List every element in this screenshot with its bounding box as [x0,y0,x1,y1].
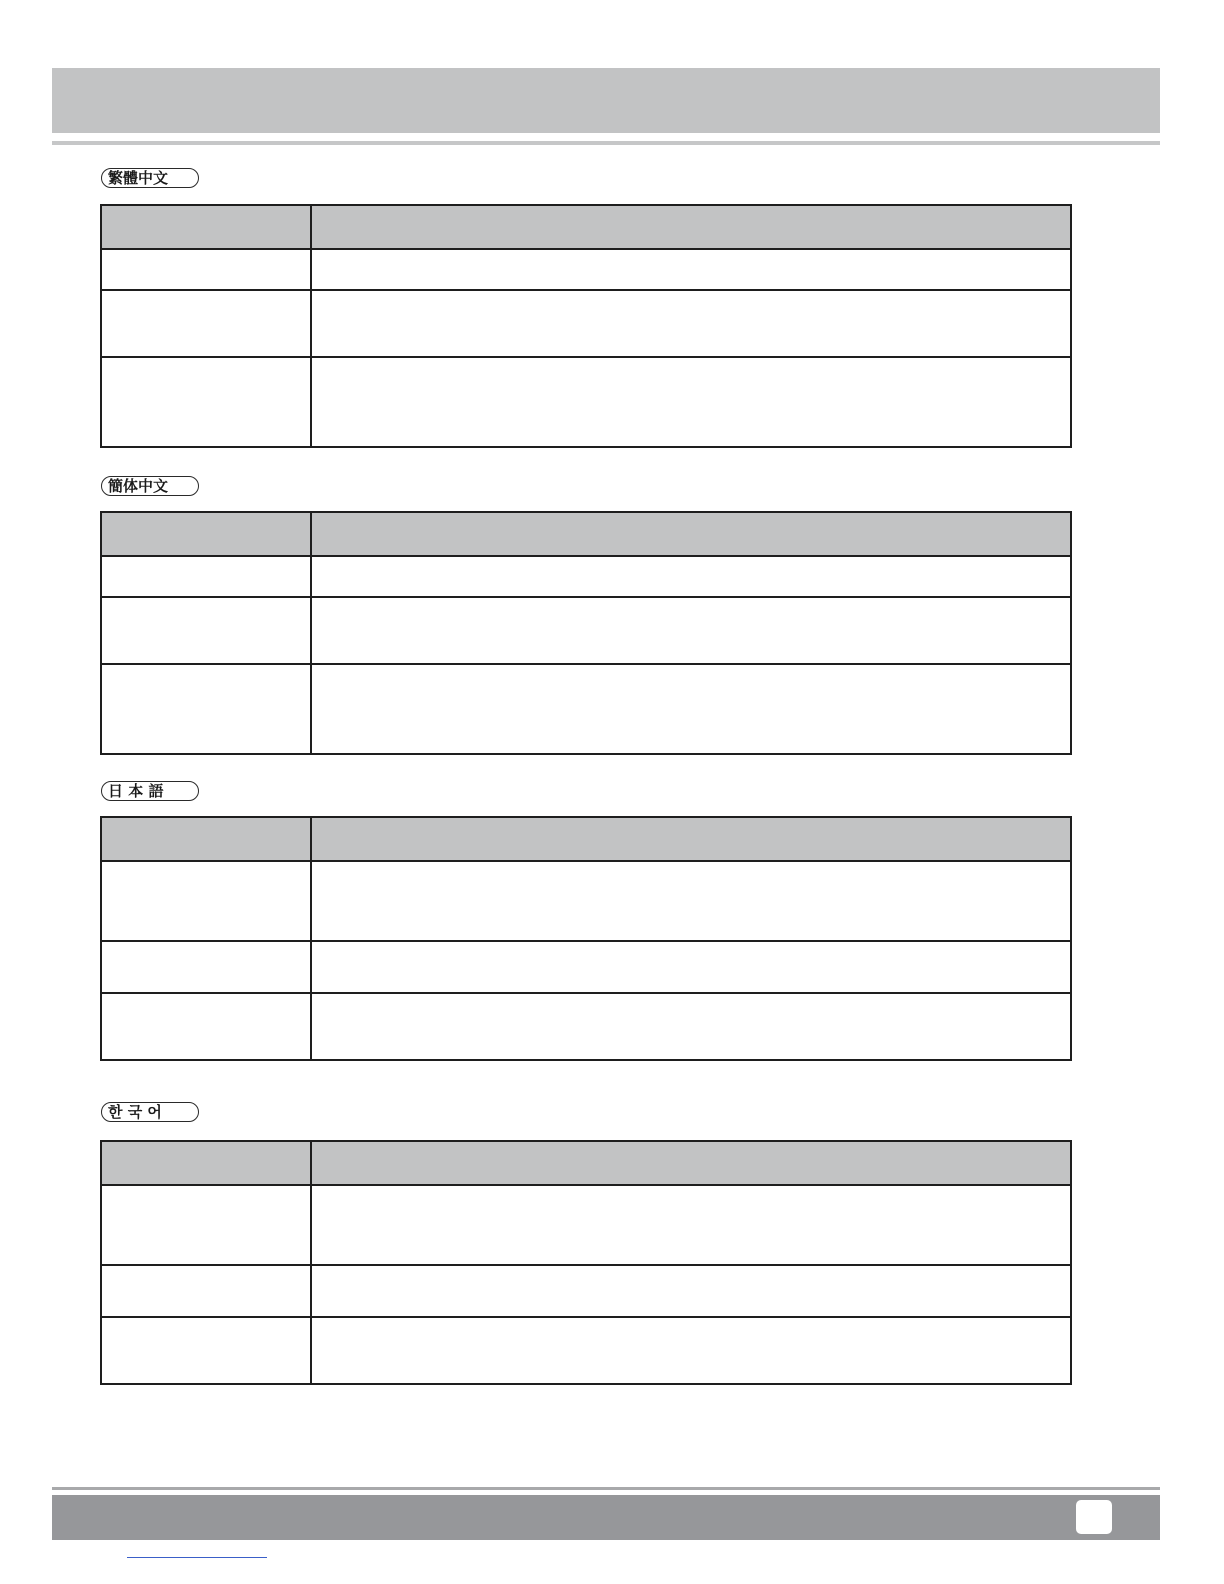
spec-table-traditional-chinese [100,204,1072,448]
header-band [52,68,1160,133]
footer-divider [52,1487,1160,1490]
table-header-row [101,205,1071,249]
table-row [101,941,1071,993]
table-row [101,556,1071,597]
section-label-simplified-chinese: 簡体中文 [101,476,199,496]
table-row [101,249,1071,290]
page-number-box [1076,1500,1112,1534]
table-row [101,861,1071,941]
spec-table-japanese [100,816,1072,1061]
table-row [101,1185,1071,1265]
table-header-row [101,512,1071,556]
header-divider [52,141,1160,145]
section-label-traditional-chinese: 繁體中文 [101,168,199,188]
footer-link-underline[interactable] [127,1557,267,1558]
table-header-row [101,817,1071,861]
table-row [101,357,1071,447]
table-row [101,664,1071,754]
table-row [101,993,1071,1060]
footer-band [52,1495,1160,1540]
table-row [101,1265,1071,1317]
table-header-row [101,1141,1071,1185]
table-row [101,290,1071,357]
table-row [101,597,1071,664]
section-label-japanese: 日 本 語 [101,781,199,801]
section-label-korean: 한 국 어 [101,1102,199,1122]
table-row [101,1317,1071,1384]
spec-table-simplified-chinese [100,511,1072,755]
spec-table-korean [100,1140,1072,1385]
